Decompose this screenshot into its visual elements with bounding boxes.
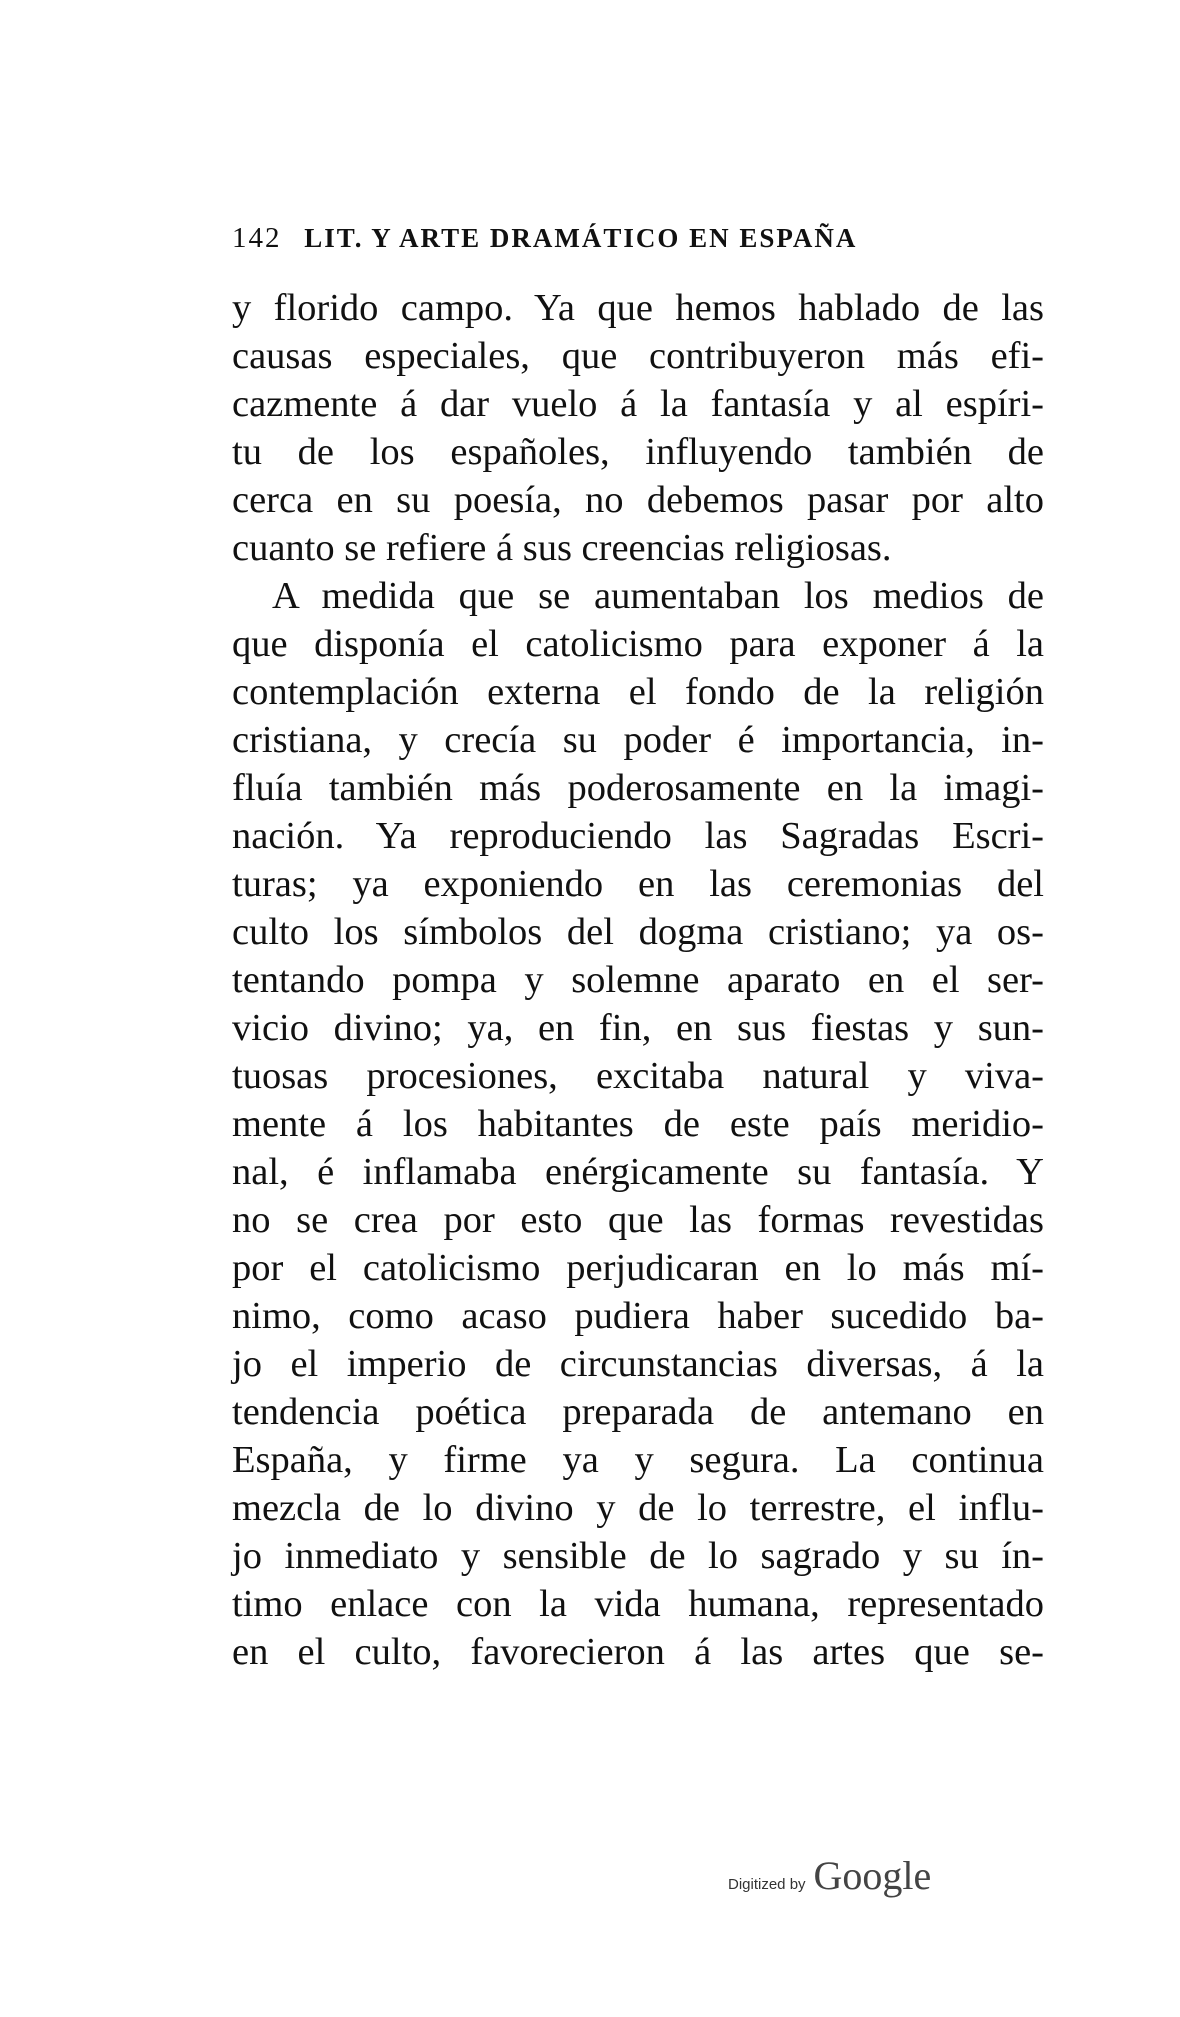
running-title: LIT. Y ARTE DRAMÁTICO EN ESPAÑA [304,223,858,253]
text-line: cazmente á dar vuelo á la fantasía y al espíri- [232,383,1044,425]
text-line: que disponía el catolicismo para exponer á la [232,623,1044,665]
digitized-by-watermark [728,1852,988,1902]
text-line: nimo, como acaso pudiera haber sucedido ba- [232,1295,1044,1337]
text-line: mezcla de lo divino y de lo terrestre, el influ- [232,1487,1044,1529]
text-line: tuosas procesiones, excitaba natural y viva- [232,1055,1044,1097]
text-line: turas; ya exponiendo en las ceremonias del [232,863,1044,905]
text-line: cuanto se refiere á sus creencias religiosas. [232,527,892,569]
paragraph-start-line: A medida que se aumentaban los medios de [272,575,1044,617]
text-line: contemplación externa el fondo de la religión [232,671,1044,713]
body-text [232,284,1044,1676]
text-line: jo el imperio de circunstancias diversas, á la [232,1343,1044,1385]
text-line: culto los símbolos del dogma cristiano; ya os- [232,911,1044,953]
google-logo: Google [813,1853,932,1898]
text-line: y florido campo. Ya que hemos hablado de las [232,287,1044,329]
text-line: España, y firme ya y segura. La continua [232,1439,1044,1481]
text-line: timo enlace con la vida humana, representado [232,1583,1044,1625]
running-head [232,222,1052,258]
text-line: cerca en su poesía, no debemos pasar por alto [232,479,1044,521]
text-line: mente á los habitantes de este país meridio- [232,1103,1044,1145]
watermark-prefix: Digitized by [728,1876,806,1893]
text-line: no se crea por esto que las formas revestidas [232,1199,1044,1241]
text-line: tendencia poética preparada de antemano en [232,1391,1044,1433]
text-line: por el catolicismo perjudicaran en lo más mí- [232,1247,1044,1289]
text-line: cristiana, y crecía su poder é importancia, in- [232,719,1044,761]
text-line: jo inmediato y sensible de lo sagrado y su ín- [232,1535,1044,1577]
text-line: tentando pompa y solemne aparato en el ser- [232,959,1044,1001]
text-line: vicio divino; ya, en fin, en sus fiestas y sun- [232,1007,1044,1049]
text-line: nal, é inflamaba enérgicamente su fantasía. Y [232,1151,1044,1193]
page-number: 142 [232,222,282,254]
text-line: tu de los españoles, influyendo también de [232,431,1044,473]
text-line: causas especiales, que contribuyeron más efi- [232,335,1044,377]
text-line: fluía también más poderosamente en la imagi- [232,767,1044,809]
text-line: en el culto, favorecieron á las artes que se- [232,1631,1044,1673]
text-line: nación. Ya reproduciendo las Sagradas Escri- [232,815,1044,857]
